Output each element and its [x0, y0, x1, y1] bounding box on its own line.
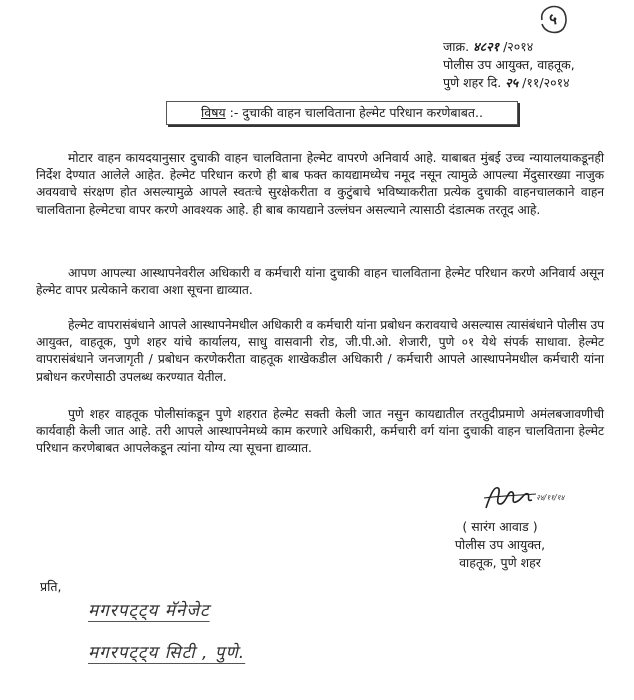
paragraph-3: हेल्मेट वापरासंबंधाने आपले आस्थापनेमधील अधिकारी व कर्मचारी यांना प्रबोधन करावयाचे असल्यास त्यासंबंधाने पोलीस उप आयुक्त, वाहतूक, पुणे शहर यांचे कार्यालय, साधु वासवानी रोड, जी.पी.ओ. शेजारी, पुणे ०१ येथे संपर्क साधावा. हेल्मेट वापरासंबंधाने जनजागृती / प्रबोधन करणेकरीता वाहतूक शाखेकडील अधिकारी / कर्मचारी आपले आस्थापनेमधील कर्मचारी यांना प्रबोधन करणेसाठी उपलब्ध करण्यात येतील.: [36, 318, 604, 384]
page-number-mark: [536, 2, 570, 36]
recipient-line-2: मगरपट्ट्य सिटी , पुणे.: [88, 643, 246, 663]
recipient-line-1: मगरपट्ट्य मॅनेजेट: [88, 601, 210, 621]
date-rest: /११/२०१४: [522, 75, 570, 90]
subject-box: [166, 101, 518, 125]
paragraph-4: पुणे शहर वाहतूक पोलीसांकडून पुणे शहरात हेल्मेट सक्ती केली जात नसुन कायद्यातील तरतुदीप्रमाणे अमंलबजावणीची कार्यवाही केली जात आहे. तरी आपले आस्थापनेमध्ये काम करणारे अधिकारी, कर्मचारी वर्ग यांना दुचाकी वाहन चालविताना हेल्मेट परिधान करणेबाबत आपलेकडून त्यांना योग्य त्या सूचना द्याव्यात.: [36, 407, 604, 456]
reference-prefix: जाक्र.: [443, 39, 470, 54]
page-number: ५: [549, 10, 557, 28]
signature-date: २४/११/१४: [536, 493, 565, 502]
subject-text: दुचाकी वाहन चालविताना हेल्मेट परिधान करणेबाबत..: [242, 105, 483, 120]
subject-label: विषय: [201, 105, 226, 120]
date-day: २५: [505, 75, 519, 90]
subject-separator: :-: [229, 105, 239, 120]
reference-number-line: [443, 38, 575, 56]
office-line: पोलीस उप आयुक्त, वाहतूक,: [443, 57, 575, 72]
reference-year: /२०१४: [503, 39, 534, 54]
signatory-designation: पोलीस उप आयुक्त,: [454, 537, 546, 552]
paragraph-1: मोटार वाहन कायदयानुसार दुचाकी वाहन चालविताना हेल्मेट वापरणे अनिवार्य आहे. याबाबत मुंबई उच्च न्यायालयाकडूनही निर्देश देण्यात आलेले आहेत. हेल्मेट परिधान करणे ही बाब फक्त कायद्यामध्येच नमूद नसून त्यामुळे आपल्या मेंदुसारख्या नाजुक अवयवाचे संरक्षण होत असल्यामुळे आपले स्वतःचे सुरक्षेकरीता व कुटुंबाचे भविष्याकरीता प्रत्येक दुचाकी वाहनचालकाने वाहन चालविताना हेल्मेटचा वापर करणे आवश्यक आहे. ही बाब कायद्याने उल्लंघन असल्याने त्यासाठी दंडात्मक तरतूद आहे.: [36, 151, 604, 217]
signatory-name: ( सारंग आवाड ): [462, 519, 538, 534]
signature-scribble-icon: [480, 478, 580, 516]
paragraph-2: आपण आपल्या आस्थापनेवरील अधिकारी व कर्मचारी यांना दुचाकी वाहन चालविताना हेल्मेट परिधान करणे अनिवार्य असून हेल्मेट वापर प्रत्येकाने करावा अशा सूचना द्याव्यात.: [36, 266, 604, 298]
city-date-prefix: पुणे शहर दि.: [443, 75, 502, 90]
copy-to-label: प्रति,: [40, 579, 62, 594]
reference-block: [443, 38, 575, 92]
signatory-office: वाहतूक, पुणे शहर: [459, 555, 541, 570]
signatory-details: [440, 518, 560, 572]
reference-number: ४८२१: [473, 39, 500, 54]
date-line: [443, 74, 575, 92]
